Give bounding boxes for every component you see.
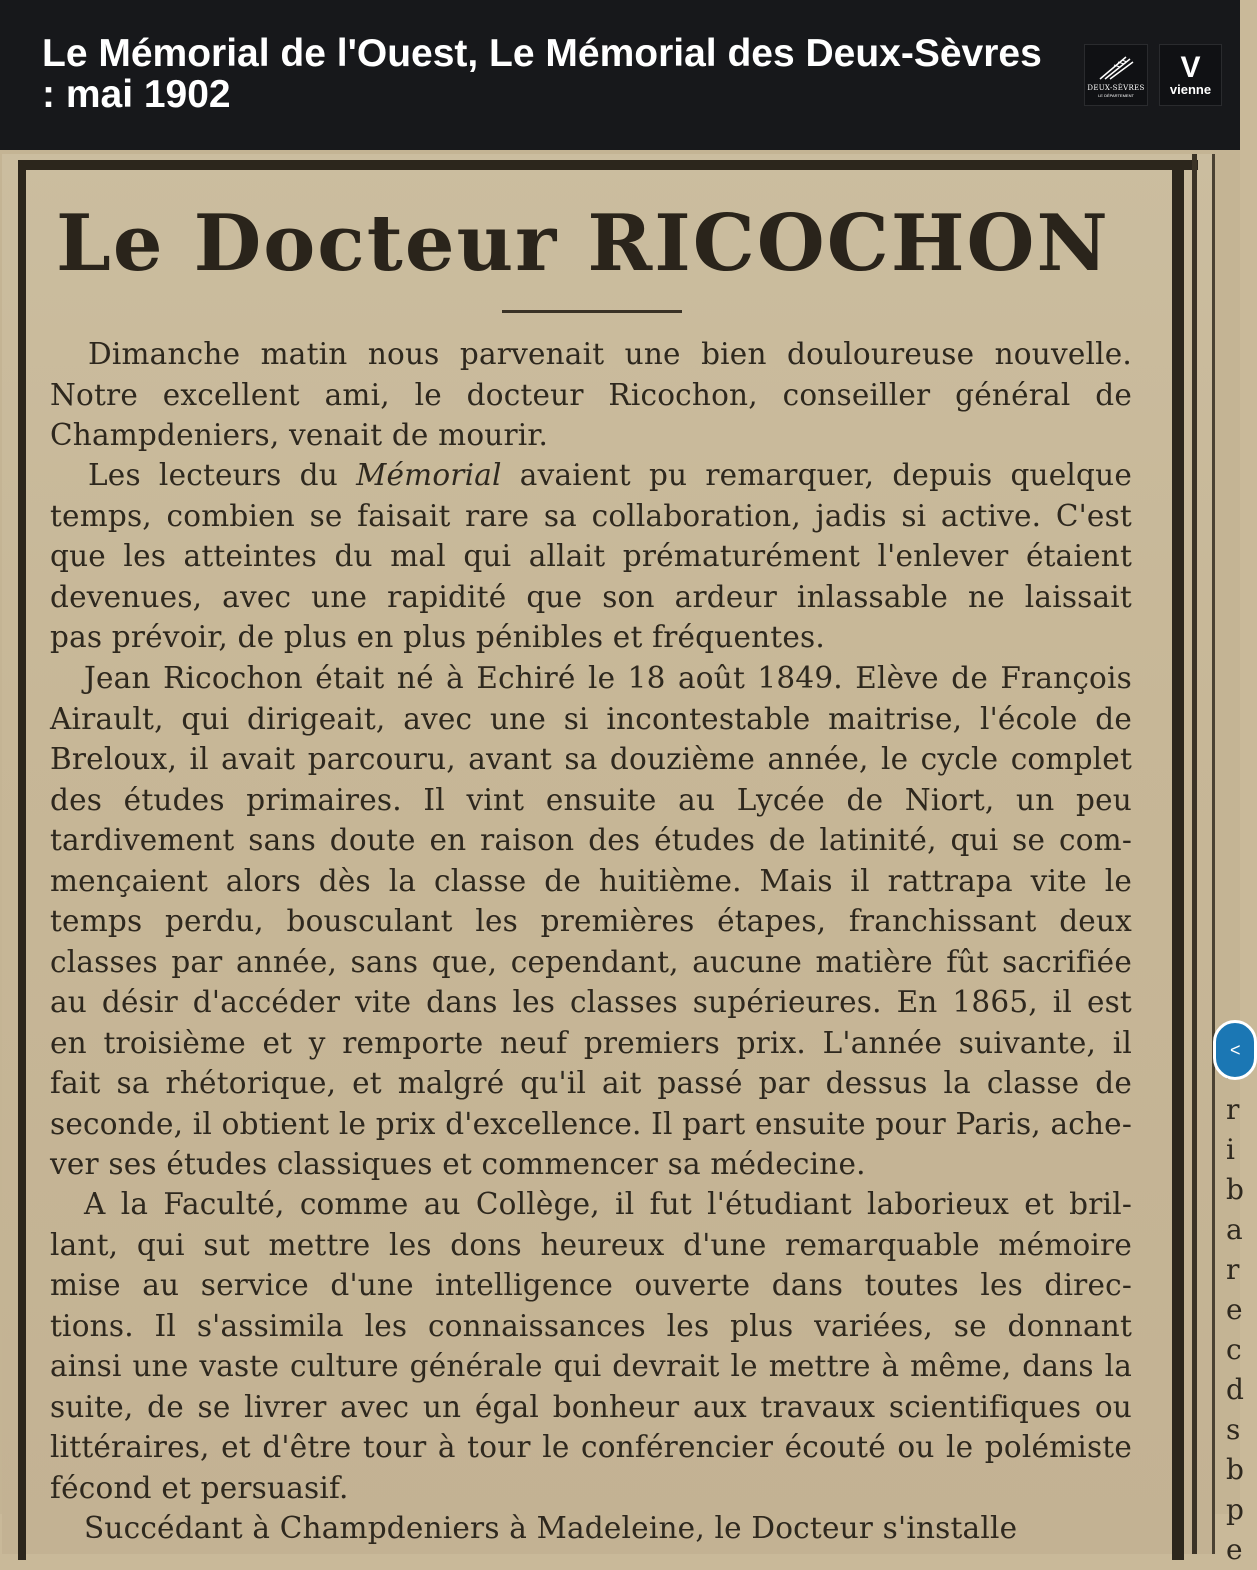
text-line: devenues, avec une rapidité que son ardeur inlassable ne laissait bbox=[50, 579, 1132, 614]
text-line: suite, de se livrer avec un égal bonheur aux travaux scientifiques ou bbox=[50, 1389, 1132, 1424]
text-line: ainsi une vaste culture générale qui devrait le mettre à même, dans la bbox=[50, 1349, 1132, 1383]
column-letter: d bbox=[1226, 1373, 1244, 1406]
text-line: au désir d'accéder vite dans les classes supérieures. En 1865, il est bbox=[50, 985, 1132, 1019]
adjacent-column-fragment bbox=[1226, 1050, 1242, 1570]
logo-label: vienne bbox=[1169, 81, 1212, 97]
article-frame-right-inner bbox=[1192, 154, 1197, 1554]
text-line: Dimanche matin nous parvenait une bien douloureuse nouvelle. bbox=[88, 337, 1132, 371]
text-line: temps perdu, bousculant les premières étapes, franchissant deux bbox=[50, 904, 1132, 938]
text-line: tions. Il s'assimila les connaissances les plus variées, se donnant bbox=[50, 1308, 1132, 1343]
text-line: Notre excellent ami, le docteur Ricochon, conseiller général de bbox=[50, 377, 1132, 412]
text-line: Jean Ricochon était né à Echiré le 18 août 1849. Elève de François bbox=[84, 661, 1132, 695]
text-line: fait sa rhétorique, et malgré qu'il ait passé par dessus la classe de bbox=[50, 1066, 1132, 1100]
deux-sevres-logo[interactable] bbox=[1084, 44, 1148, 106]
column-letter: r bbox=[1226, 1253, 1240, 1286]
vienne-logo[interactable] bbox=[1159, 44, 1222, 106]
column-letter: b bbox=[1226, 1173, 1244, 1206]
article-frame-right bbox=[1172, 160, 1184, 1560]
text-line: pas prévoir, de plus en plus pénibles et fréquentes. bbox=[50, 620, 825, 654]
column-letter: r bbox=[1226, 1093, 1240, 1126]
text-line: littéraires, et d'être tour à tour le conférencier écouté ou le polémiste bbox=[50, 1430, 1132, 1464]
text-line: Champdeniers, venait de mourir. bbox=[50, 418, 549, 452]
column-letter: a bbox=[1226, 1213, 1243, 1246]
text-line: Succédant à Champdeniers à Madeleine, le Docteur s'installe bbox=[84, 1511, 1018, 1545]
text-line: seconde, il obtient le prix d'excellence. Il part ensuite pour Paris, ache- bbox=[50, 1106, 1132, 1141]
text-line: que les atteintes du mal qui allait prématurément l'enlever étaient bbox=[50, 539, 1132, 573]
side-panel-toggle-button[interactable] bbox=[1213, 1020, 1257, 1080]
text-line: Les lecteurs du Mémorial avaient pu remarquer, depuis quelque bbox=[88, 458, 1132, 492]
column-letter: s bbox=[1226, 1413, 1241, 1446]
article-paragraph-2 bbox=[50, 455, 1132, 658]
text-line: lant, qui sut mettre les dons heureux d'une remarquable mémoire bbox=[50, 1227, 1132, 1262]
article-frame-left bbox=[18, 160, 26, 1560]
logo-sublabel: LE DÉPARTEMENT bbox=[1098, 92, 1134, 98]
article-title: Le Docteur RICOCHON bbox=[56, 198, 1110, 289]
column-letter: e bbox=[1226, 1533, 1243, 1566]
text-line: des études primaires. Il vint ensuite au Lycée de Niort, un peu bbox=[50, 782, 1132, 817]
column-letter: c bbox=[1226, 1333, 1242, 1366]
column-letter: i bbox=[1226, 1133, 1235, 1166]
text-line: ver ses études classiques et commencer sa médecine. bbox=[50, 1147, 866, 1181]
document-viewer[interactable] bbox=[0, 150, 1244, 1566]
title-rule bbox=[502, 310, 682, 313]
column-letter: e bbox=[1226, 1293, 1243, 1326]
article-paragraph-3 bbox=[50, 658, 1132, 1185]
column-letter: b bbox=[1226, 1453, 1244, 1486]
text-line: fécond et persuasif. bbox=[50, 1470, 349, 1505]
viewer-header bbox=[0, 0, 1240, 150]
vienne-mark-icon: V bbox=[1180, 50, 1201, 84]
text-line: tardivement sans doute en raison des études de latinité, qui se com- bbox=[50, 823, 1132, 857]
text-line: mençaient alors dès la classe de huitième. Mais il rattrapa vite le bbox=[50, 863, 1132, 898]
newspaper-page-scan bbox=[2, 154, 1244, 1566]
text-line: A la Faculté, comme au Collège, il fut l'étudiant laborieux et bril- bbox=[84, 1187, 1132, 1221]
chevron-left-icon: < bbox=[1230, 1040, 1241, 1060]
text-line: Airault, qui dirigeait, avec une si incontestable maitrise, l'école de bbox=[50, 701, 1132, 736]
text-line: mise au service d'une intelligence ouverte dans toutes les direc- bbox=[50, 1268, 1132, 1302]
article-paragraph-1 bbox=[50, 334, 1132, 456]
column-letter: p bbox=[1226, 1493, 1244, 1526]
text-line: Breloux, il avait parcouru, avant sa douzième année, le cycle complet bbox=[50, 742, 1132, 776]
text-line: classes par année, sans que, cependant, aucune matière fût sacrifiée bbox=[50, 944, 1132, 979]
article-frame-top bbox=[18, 160, 1198, 170]
text-line: temps, combien se faisait rare sa collaboration, jadis si active. C'est bbox=[50, 498, 1132, 533]
text-line: en troisième et y remporte neuf premiers prix. L'année suivante, il bbox=[50, 1025, 1132, 1060]
document-title: Le Mémorial de l'Ouest, Le Mémorial des Deux-Sèvres : mai 1902 bbox=[42, 32, 1042, 116]
column-divider bbox=[1212, 154, 1215, 1554]
deux-sevres-emblem-icon bbox=[1096, 53, 1136, 83]
article-partial-line bbox=[50, 1508, 1132, 1549]
newspaper-name: Mémorial bbox=[356, 458, 502, 492]
article-paragraph-4 bbox=[50, 1184, 1132, 1508]
logo-label: DEUX-SÈVRES bbox=[1087, 83, 1145, 92]
